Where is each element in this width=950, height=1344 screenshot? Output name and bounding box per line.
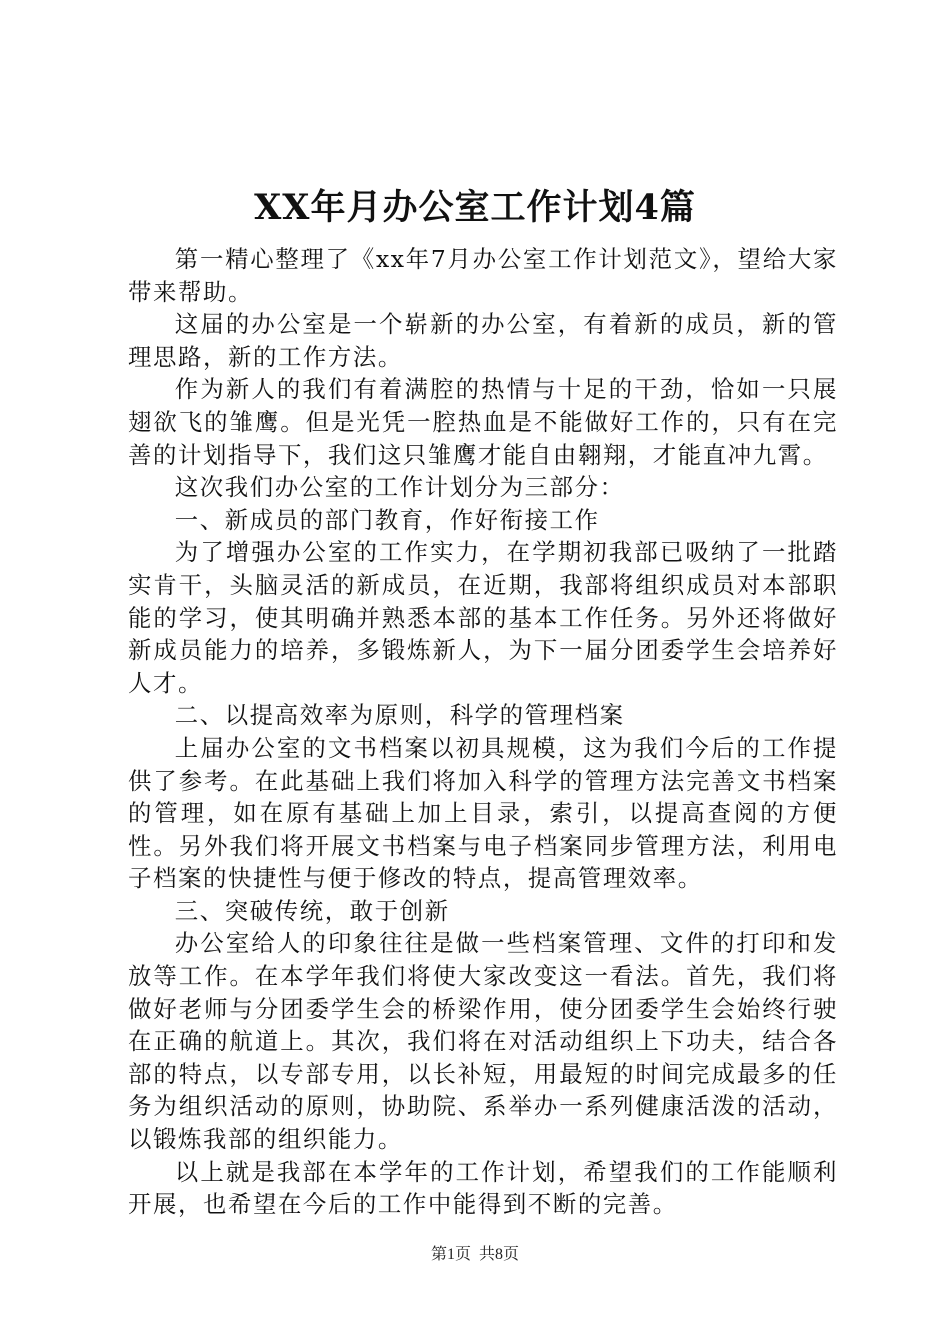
paragraph-office-new: 这届的办公室是一个崭新的办公室，有着新的成员，新的管理思路，新的工作方法。 [128, 310, 838, 371]
paragraph-section-3: 办公室给人的印象往往是做一些档案管理、文件的打印和发放等工作。在本学年我们将使大家改变这一看法。首先，我们将做好老师与分团委学生会的桥梁作用，使分团委学生会始终行驶在正确的航道上。其次，我们将在对活动组织上下功夫，结合各部的特点，以专部专用，以长补短，用最短的时间完成最多的任务为组织活动的原则，协助院、系举办一系列健康活泼的活动，以锻炼我部的组织能力。 [128, 929, 838, 1154]
paragraph-plan-overview: 这次我们办公室的工作计划分为三部分： [174, 473, 625, 502]
section-heading-3: 三、突破传统，敢于创新 [174, 896, 450, 925]
section-heading-2: 二、以提高效率为原则，科学的管理档案 [174, 701, 625, 730]
section-heading-1: 一、新成员的部门教育，作好衔接工作 [174, 505, 600, 534]
page-footer [0, 1244, 950, 1266]
page-number-indicator: 第1页 共8页 [430, 1246, 519, 1263]
paragraph-section-2: 上届办公室的文书档案以初具规模，这为我们今后的工作提供了参考。在此基础上我们将加入科学的管理方法完善文书档案的管理，如在原有基础上加上目录，索引，以提高查阅的方便性。另外我们将开展文书档案与电子档案同步管理方法，利用电子档案的快捷性与便于修改的特点，提高管理效率。 [128, 733, 838, 893]
paragraph-section-1: 为了增强办公室的工作实力，在学期初我部已吸纳了一批踏实肯干，头脑灵活的新成员，在近期，我部将组织成员对本部职能的学习，使其明确并熟悉本部的基本工作任务。另外还将做好新成员能力的培养，多锻炼新人，为下一届分团委学生会培养好人才。 [128, 538, 838, 697]
paragraph-intro: 第一精心整理了《xx年7月办公室工作计划范文》，望给大家带来帮助。 [128, 245, 838, 306]
paragraph-conclusion: 以上就是我部在本学年的工作计划，希望我们的工作能顺利开展，也希望在今后的工作中能得到不断的完善。 [128, 1157, 838, 1219]
paragraph-newcomers: 作为新人的我们有着满腔的热情与十足的干劲，恰如一只展翅欲飞的雏鹰。但是光凭一腔热血是不能做好工作的，只有在完善的计划指导下，我们这只雏鹰才能自由翱翔，才能直冲九霄。 [128, 375, 838, 469]
document-title: XX年月办公室工作计划4篇 [254, 187, 696, 228]
document-body [128, 243, 838, 1221]
